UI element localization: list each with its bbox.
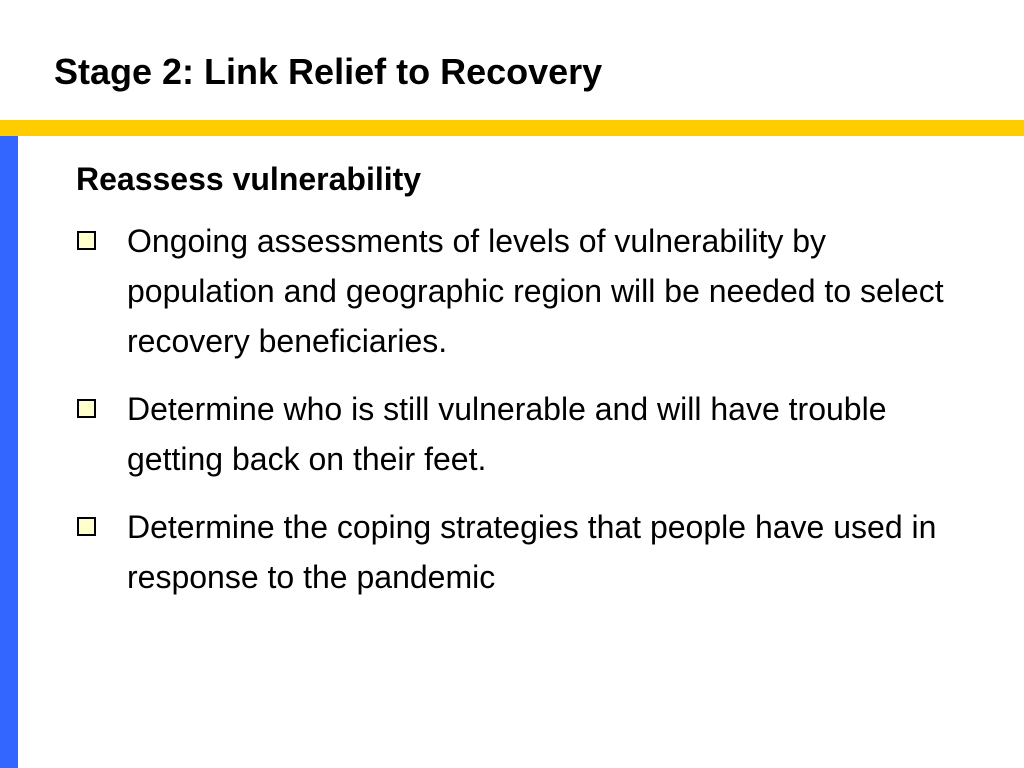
slide-content	[76, 152, 976, 620]
bullet-text: Ongoing assessments of levels of vulnerability by population and geographic region will be needed to select recovery beneficiaries.	[127, 223, 944, 359]
section-heading: Reassess vulnerability	[76, 161, 422, 197]
hollow-square-bullet-icon	[77, 399, 96, 418]
title-underline-bar	[0, 120, 1024, 136]
bullet-text: Determine the coping strategies that people have used in response to the pandemic	[127, 509, 937, 595]
bullet-item	[76, 502, 956, 602]
hollow-square-bullet-icon	[77, 517, 96, 536]
bullet-list	[76, 216, 976, 602]
bullet-item	[76, 216, 956, 366]
bullet-item	[76, 384, 956, 484]
slide-title: Stage 2: Link Relief to Recovery	[54, 51, 603, 92]
hollow-square-bullet-icon	[77, 231, 96, 250]
bullet-text: Determine who is still vulnerable and will have trouble getting back on their feet.	[127, 391, 887, 477]
left-accent-bar	[0, 136, 18, 768]
